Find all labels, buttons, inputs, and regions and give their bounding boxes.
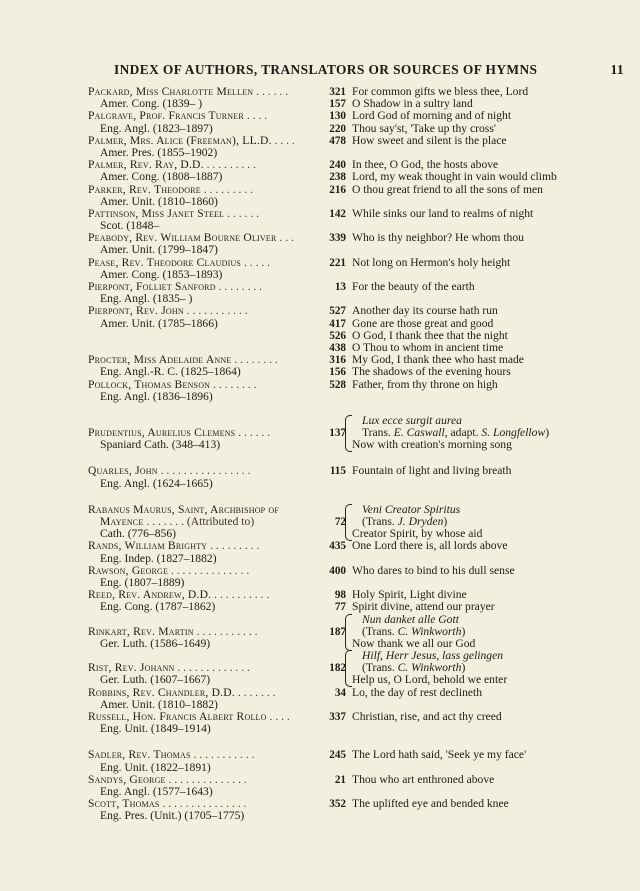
hymn-number: 221 — [329, 256, 346, 269]
leader-dots: . . . . . . . . . . . — [193, 625, 258, 638]
hymn-number: 130 — [329, 110, 346, 123]
leader-dots: . . . . . . . . . . . . . . — [168, 564, 250, 577]
author-details: Eng. Cong. (1787–1862) — [100, 601, 216, 614]
index-entry — [88, 110, 634, 134]
index-entry — [88, 415, 634, 452]
latin-title: Veni Creator Spiritus — [362, 502, 461, 516]
index-entry — [88, 354, 634, 378]
author-name: Pease, Rev. Theodore Claudius — [88, 256, 242, 269]
author-name: Rabanus Maurus, Saint, Archbishop of — [88, 503, 280, 516]
author-details: Amer. Unit. (1810–1860) — [100, 195, 218, 208]
hymn-number: 187 — [329, 625, 346, 638]
hymn-number: 337 — [329, 711, 346, 723]
translator-name: C. Winkworth — [397, 624, 462, 638]
translation-credit: (Trans. C. Winkworth) — [362, 661, 466, 675]
author-name: Palmer, Mrs. Alice (Freeman), LL.D. — [88, 134, 272, 147]
hymn-first-line: Help us, O Lord, behold we enter — [352, 673, 508, 687]
hymn-first-line: Who dares to bind to his dull sense — [352, 563, 515, 577]
hymn-first-line: While sinks our land to realms of night — [352, 206, 534, 220]
hymn-number: 478 — [329, 134, 346, 147]
author-name: Palgrave, Prof. Francis Turner — [88, 110, 244, 123]
leader-dots: . . . — [276, 232, 294, 245]
author-name: Quarles, John — [88, 465, 158, 478]
translation-credit: (Trans. C. Winkworth) — [362, 624, 466, 638]
index-list — [88, 86, 634, 823]
hymn-first-line: Father, from thy throne on high — [352, 377, 498, 391]
index-entry — [88, 798, 634, 822]
index-entry — [88, 540, 634, 564]
index-entry — [88, 281, 634, 305]
hymn-first-line: The uplifted eye and bended knee — [352, 797, 509, 811]
hymn-first-line: O Shadow in a sultry land — [352, 97, 473, 111]
hymn-first-line: Lo, the day of rest declineth — [352, 685, 483, 699]
leader-dots: . . . . . . . . — [210, 378, 257, 391]
hymn-first-line: For common gifts we bless thee, Lord — [352, 85, 529, 98]
hymn-number: 157 — [329, 98, 346, 111]
index-entry — [88, 465, 634, 489]
hymn-number: 182 — [329, 662, 346, 675]
index-entry — [88, 650, 634, 687]
author-name: Palmer, Rev. Ray, D.D. — [88, 159, 204, 172]
author-name: Peabody, Rev. William Bourne Oliver — [88, 232, 277, 245]
hymn-number: 77 — [334, 601, 346, 614]
leader-dots: . . . . . . . — [234, 686, 276, 699]
hymn-first-line: Not long on Hermon's holy height — [352, 255, 511, 269]
author-name: Procter, Miss Adelaide Anne — [88, 354, 232, 367]
hymn-first-line: Now thank we all our God — [352, 636, 476, 650]
hymn-number: 245 — [329, 749, 346, 762]
hymn-first-line: Lord God of morning and of night — [352, 109, 512, 123]
hymn-number: 216 — [329, 183, 346, 196]
leader-dots: . . . . . . . . . . — [211, 589, 270, 602]
leader-dots: . . . . . . . . . . . . . . . . — [157, 465, 251, 478]
hymn-first-line: The Lord hath said, 'Seek ye my face' — [352, 748, 527, 762]
author-name: Rawson, George — [88, 564, 169, 577]
author-name: Scott, Thomas — [88, 798, 160, 811]
index-entry — [88, 257, 634, 281]
hymn-number: 400 — [329, 564, 346, 577]
author-details: Eng. (1807–1889) — [100, 576, 185, 589]
author-details: Eng. Angl. (1823–1897) — [100, 122, 213, 135]
leader-dots: . . . . — [266, 711, 290, 723]
hymn-first-line: O God, I thank thee that the night — [352, 328, 508, 342]
author-details: Amer. Pres. (1855–1902) — [100, 146, 218, 159]
hymn-first-line: Spirit divine, attend our prayer — [352, 600, 495, 614]
author-details: Eng. Angl. (1836–1896) — [100, 390, 213, 403]
author-name: Sadler, Rev. Thomas — [88, 749, 191, 762]
index-entry — [88, 184, 634, 208]
index-entry — [88, 232, 634, 256]
author-details: Eng. Angl. (1624–1665) — [100, 477, 213, 490]
index-entry — [88, 208, 634, 232]
hymn-number: 527 — [329, 305, 346, 318]
index-entry — [88, 565, 634, 589]
leader-dots: . . . . . — [241, 256, 271, 269]
latin-title: Lux ecce surgit aurea — [362, 413, 462, 427]
author-name: Parker, Rev. Theodore — [88, 183, 201, 196]
translator-name: C. Winkworth — [397, 661, 462, 675]
leader-dots: . . . . . . . . . . . — [183, 305, 248, 318]
leader-dots: . . . . . . . . . — [200, 183, 254, 196]
hymn-number: 137 — [329, 427, 346, 440]
leader-dots: . . . . . . . . . . . . . . — [165, 773, 247, 786]
hymn-number: 352 — [329, 798, 346, 811]
author-name: Rands, William Brighty — [88, 540, 208, 553]
leader-dots: . . . . . . — [235, 427, 271, 440]
hymn-number: 220 — [329, 122, 346, 135]
author-name: Sandys, George — [88, 773, 166, 786]
hymn-first-line: Christian, rise, and act thy creed — [352, 710, 502, 723]
index-entry — [88, 504, 634, 541]
hymn-first-line: Fountain of light and living breath — [352, 464, 512, 478]
author-details: Amer. Cong. (1808–1887) — [100, 171, 223, 184]
hymn-first-line: O thou great friend to all the sons of men — [352, 182, 543, 196]
author-details: Amer. Unit. (1785–1866) — [100, 317, 218, 330]
author-details: Amer. Cong. (1839– ) — [100, 98, 203, 111]
leader-dots: . . . . . . . (Attributed to) — [143, 516, 255, 528]
leader-dots: . . . . . . . . — [215, 281, 263, 293]
hymn-first-line: Another day its course hath run — [352, 304, 498, 318]
hymn-number: 339 — [329, 232, 346, 245]
hymn-number: 528 — [329, 378, 346, 391]
hymn-first-line: How sweet and silent is the place — [352, 133, 507, 147]
hymn-number: 13 — [334, 281, 346, 293]
author-details: Eng. Unit. (1849–1914) — [100, 723, 211, 736]
hymn-first-line: Creator Spirit, by whose aid — [352, 527, 483, 541]
author-name: Rinkart, Rev. Martin — [88, 625, 194, 638]
page-number: 11 — [610, 62, 624, 77]
index-entry — [88, 379, 634, 403]
author-name: Pierpont, Folliet Sanford — [88, 281, 216, 293]
translator-name: E. Caswall — [393, 426, 445, 440]
author-details: Eng. Angl.-R. C. (1825–1864) — [100, 366, 241, 379]
author-details: Cath. (776–856) — [100, 528, 176, 541]
author-name: Pattinson, Miss Janet Steel — [88, 207, 225, 220]
hymn-first-line: My God, I thank thee who hast made — [352, 353, 524, 367]
hymn-number: 240 — [329, 159, 346, 172]
author-name: Pierpont, Rev. John — [88, 305, 184, 318]
author-details: Eng. Angl. (1577–1643) — [100, 785, 213, 798]
hymn-number: 435 — [329, 540, 346, 553]
hymn-number: 438 — [329, 341, 346, 354]
author-details: Ger. Luth. (1586–1649) — [100, 637, 211, 650]
translation-credit: (Trans. J. Dryden) — [362, 515, 448, 528]
hymn-first-line: Lord, my weak thought in vain would climb — [352, 170, 557, 184]
author-details: Amer. Unit. (1799–1847) — [100, 244, 218, 257]
hymn-first-line: Who is thy neighbor? He whom thou — [352, 231, 524, 245]
hymn-first-line: For the beauty of the earth — [352, 280, 475, 293]
author-details: Eng. Unit. (1822–1891) — [100, 761, 211, 774]
hymn-first-line: Now with creation's morning song — [352, 438, 512, 452]
leader-dots: . . . . — [243, 110, 268, 123]
index-entry — [88, 711, 634, 735]
hymn-first-line: O Thou to whom in ancient time — [352, 340, 504, 354]
author-details: Eng. Indep. (1827–1882) — [100, 552, 217, 565]
author-name: Pollock, Thomas Benson — [88, 378, 211, 391]
author-name: Prudentius, Aurelius Clemens — [88, 427, 236, 440]
hymn-number: 115 — [329, 465, 346, 478]
author-details: Scot. (1848– — [100, 220, 160, 233]
adapter-name: S. Longfellow — [481, 426, 546, 440]
hymn-first-line: Thou say'st, 'Take up thy cross' — [352, 121, 496, 135]
hymn-number: 321 — [329, 86, 346, 98]
index-entry — [88, 305, 634, 354]
index-entry — [88, 135, 634, 159]
hymn-number: 72 — [334, 516, 346, 528]
leader-dots: . . . . . . — [224, 207, 260, 220]
page-header — [114, 62, 624, 78]
index-entry — [88, 774, 634, 798]
author-details: Amer. Unit. (1810–1882) — [100, 698, 218, 711]
latin-title: Nun danket alle Gott — [362, 612, 459, 626]
leader-dots: . . . . . . . . . . . . . . . — [159, 798, 247, 811]
leader-dots: . . . . . . . . . — [207, 540, 260, 553]
translation-credit: Trans. E. Caswall, adapt. S. Longfellow) — [362, 426, 550, 440]
leader-dots: . . . . . . — [253, 86, 289, 98]
author-details: Ger. Luth. (1607–1667) — [100, 674, 211, 687]
index-entry — [88, 86, 634, 110]
leader-dots: . . . . . . . . . . . . . — [174, 662, 250, 675]
hymn-first-line: Holy Spirit, Light divine — [352, 588, 467, 602]
hymn-number: 526 — [329, 329, 346, 342]
index-entry — [88, 159, 634, 183]
hymn-number: 142 — [329, 207, 346, 220]
hymn-number: 417 — [329, 317, 346, 330]
hymn-number: 34 — [334, 686, 346, 699]
hymn-number: 316 — [329, 354, 346, 367]
author-name: Reed, Rev. Andrew, D.D. — [88, 589, 212, 602]
hymn-first-line: Thou who art enthroned above — [352, 772, 495, 786]
author-name: Russell, Hon. Francis Albert Rollo — [88, 711, 267, 723]
author-name-cont: Mayence — [100, 516, 144, 528]
author-name: Packard, Miss Charlotte Mellen — [88, 86, 254, 98]
translator-name: J. Dryden — [397, 515, 444, 528]
hymn-first-line: The shadows of the evening hours — [352, 365, 511, 379]
author-name: Rist, Rev. Johann — [88, 662, 175, 675]
index-entry — [88, 687, 634, 711]
leader-dots: . . . . . . . . . . . — [190, 749, 255, 762]
author-details: Amer. Cong. (1853–1893) — [100, 268, 223, 281]
hymn-number: 21 — [334, 773, 346, 786]
leader-dots: . . . . — [271, 134, 295, 147]
author-details: Eng. Pres. (Unit.) (1705–1775) — [100, 810, 245, 823]
author-name: Robbins, Rev. Chandler, D.D. — [88, 686, 235, 699]
index-entry — [88, 749, 634, 773]
hymn-first-line: Gone are those great and good — [352, 316, 494, 330]
hymn-first-line: In thee, O God, the hosts above — [352, 158, 499, 172]
author-details: Eng. Angl. (1835– ) — [100, 293, 193, 306]
leader-dots: . . . . . . . . — [231, 354, 278, 367]
hymn-number: 98 — [334, 589, 346, 602]
index-entry — [88, 589, 634, 613]
hymn-number: 238 — [329, 171, 346, 184]
latin-title: Hilf, Herr Jesus, lass gelingen — [362, 649, 504, 663]
author-details: Spaniard Cath. (348–413) — [100, 439, 221, 452]
leader-dots: . . . . . . . . . — [203, 159, 256, 172]
page-title: INDEX OF AUTHORS, TRANSLATORS OR SOURCES OF HYMNS — [114, 62, 538, 77]
hymn-number: 156 — [329, 366, 346, 379]
hymn-first-line: One Lord there is, all lords above — [352, 539, 508, 553]
index-entry — [88, 614, 634, 651]
